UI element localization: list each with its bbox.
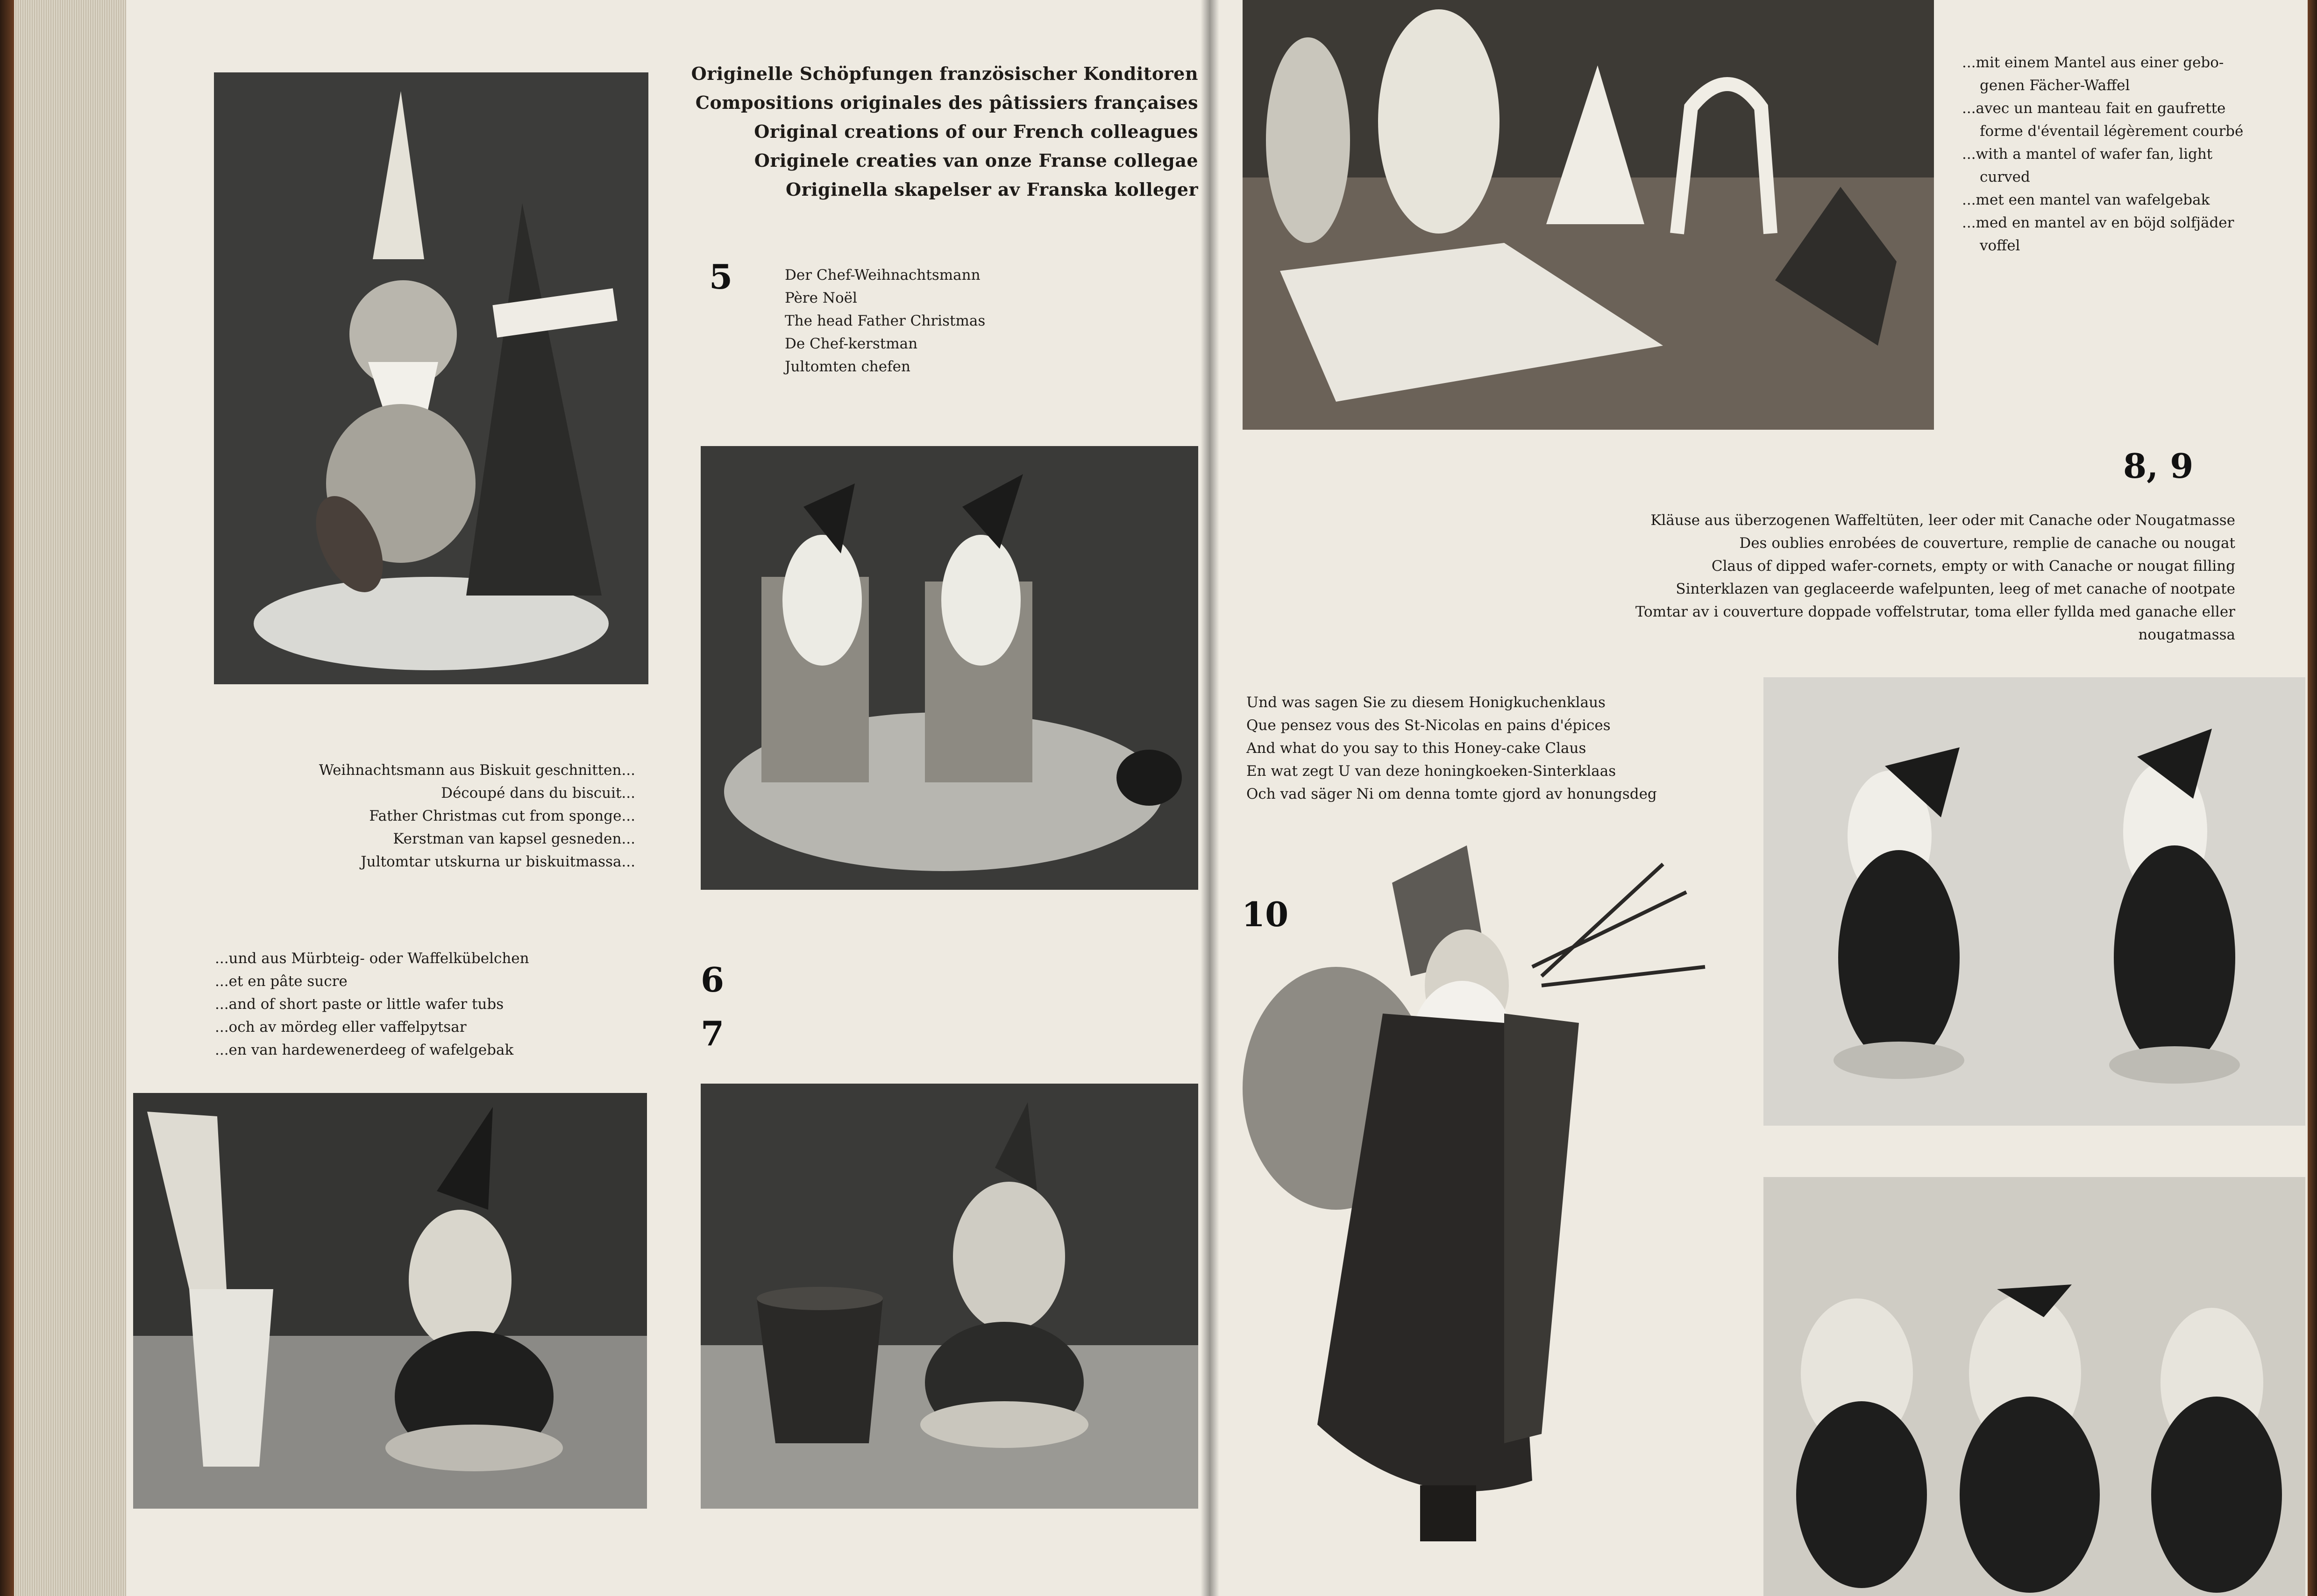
caption-line: Que pensez vous des St-Nicolas en pains d'épices (1246, 717, 1611, 734)
caption-line: Jultomtar utskurna ur biskuitmassa... (361, 853, 635, 870)
caption-line: ...en van hardewenerdeeg of wafelgebak (215, 1042, 514, 1058)
caption-line: Des oublies enrobées de couverture, remplie de canache ou nougat (1739, 535, 2235, 552)
caption-figure-5 (785, 264, 985, 378)
caption-line: Und was sagen Sie zu diesem Honigkuchenklaus (1246, 694, 1606, 711)
photo-pot-santa (701, 1084, 1198, 1509)
book-binding-right (2308, 0, 2317, 1596)
book-binding-left (0, 0, 14, 1596)
caption-line: De Chef-kerstman (785, 335, 918, 352)
caption-line: ...met een mantel van wafelgebak (1962, 192, 2210, 208)
caption-line: Claus of dipped wafer-cornets, empty or with Canache or nougat filling (1711, 558, 2235, 575)
figure-number-10: 10 (1242, 894, 1289, 934)
caption-figure-10 (1246, 691, 1657, 806)
caption-line: genen Fächer-Waffel (1980, 77, 2130, 94)
figure-number-6: 6 (701, 960, 725, 1000)
caption-figure-6 (262, 759, 635, 873)
headline-sv: Originella skapelser av Franska kolleger (785, 179, 1198, 200)
caption-line: Father Christmas cut from sponge... (369, 808, 635, 824)
caption-line: ...and of short paste or little wafer tubs (215, 996, 504, 1013)
book-gutter (1201, 0, 1219, 1596)
caption-line: The head Father Christmas (785, 312, 986, 329)
caption-line: Sinterklazen van geglaceerde wafelpunten, leeg of met canache of nootpate (1676, 581, 2235, 597)
figure-number-5: 5 (709, 257, 733, 297)
figure-number-7: 7 (701, 1014, 725, 1053)
figure-number-8-9: 8, 9 (2123, 446, 2194, 486)
caption-line: ...mit einem Mantel aus einer gebo- (1962, 54, 2224, 71)
photo-chef-weihnachtsmann (214, 72, 648, 684)
caption-line: Tomtar av i couverture doppade voffelstrutar, toma eller fyllda med ganache eller (1635, 603, 2235, 620)
caption-line: ...und aus Mürbteig- oder Waffelkübelchen (215, 950, 529, 967)
caption-line: nougatmassa (2138, 626, 2235, 643)
caption-line: Kerstman van kapsel gesneden... (393, 830, 635, 847)
caption-figure-8-9 (1588, 509, 2235, 646)
caption-line: Kläuse aus überzogenen Waffeltüten, leer oder mit Canache oder Nougatmasse (1650, 512, 2235, 529)
caption-line: Découpé dans du biscuit... (441, 785, 635, 802)
caption-line: ...och av mördeg eller vaffelpytsar (215, 1019, 467, 1036)
caption-line: Père Noël (785, 290, 857, 306)
page-edges (14, 0, 126, 1596)
photo-three-clauses (1763, 1177, 2305, 1596)
caption-line: curved (1980, 169, 2030, 185)
caption-line: voffel (1980, 237, 2020, 254)
caption-figure-7 (215, 947, 529, 1062)
photo-wafer-tub-santa (133, 1093, 647, 1509)
caption-line: En wat zegt U van deze honingkoeken-Sinterklaas (1246, 763, 1616, 780)
caption-line: ...med en mantel av en böjd solfjäder (1962, 214, 2234, 231)
caption-line: ...avec un manteau fait en gaufrette (1962, 100, 2226, 117)
photo-honey-cake-claus (1243, 827, 1747, 1574)
photo-two-clauses (1763, 677, 2305, 1126)
headline-nl: Originele creaties van onze Franse collegae (754, 150, 1198, 171)
headline-block (691, 63, 1198, 213)
headline-en: Original creations of our French colleagues (754, 121, 1198, 142)
caption-line: Weihnachtsmann aus Biskuit geschnitten... (319, 762, 635, 779)
caption-line: Och vad säger Ni om denna tomte gjord av honungsdeg (1246, 786, 1657, 802)
caption-line: ...et en pâte sucre (215, 973, 348, 990)
photo-wafer-fan-figures (1243, 0, 1934, 430)
photo-sponge-santas (701, 446, 1198, 890)
headline-fr: Compositions originales des pâtissiers françaises (695, 92, 1198, 113)
caption-mantel (1962, 51, 2243, 257)
caption-line: Jultomten chefen (785, 358, 910, 375)
headline-de: Originelle Schöpfungen französischer Konditoren (691, 63, 1198, 84)
caption-line: And what do you say to this Honey-cake Claus (1246, 740, 1586, 757)
caption-line: forme d'éventail légèrement courbé (1980, 123, 2244, 140)
caption-line: ...with a mantel of wafer fan, light (1962, 146, 2213, 163)
caption-line: Der Chef-Weihnachtsmann (785, 267, 981, 284)
